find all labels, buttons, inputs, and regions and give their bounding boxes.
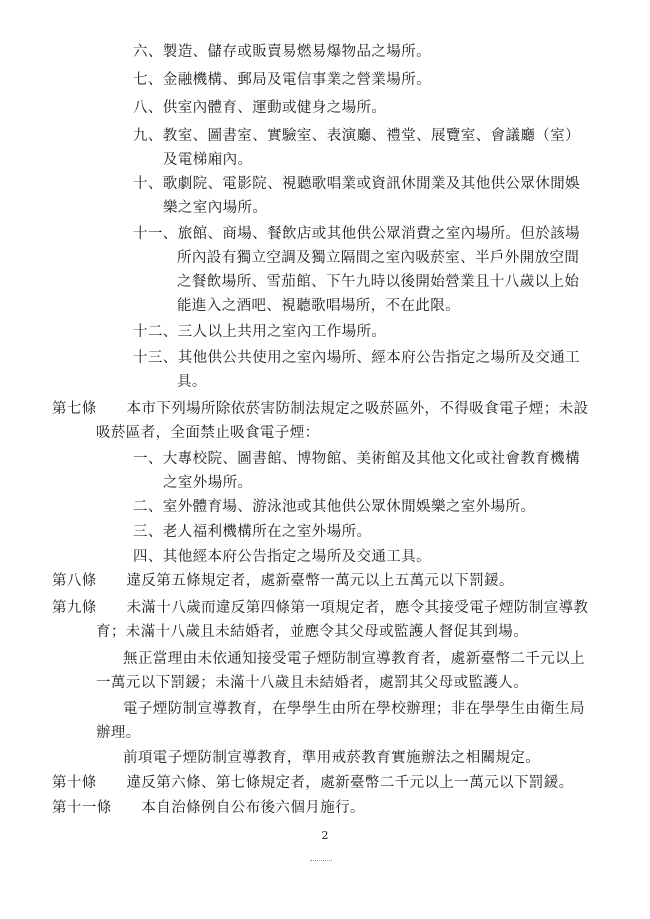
article-9: 第九條 未滿十八歲而違反第四條第一項規定者，應令其接受電子煙防制宣導教 [52,600,589,616]
art7-item-2: 二、室外體育場、游泳池或其他供公眾休閒娛樂之室外場所。 [133,499,536,515]
article-9-para-2: 無正當理由未依通知接受電子煙防制宣導教育者，處新臺幣二千元以上 [123,651,585,667]
article-7: 第七條 本市下列場所除依菸害防制法規定之吸菸區外，不得吸食電子煙；未設 [52,401,589,417]
item-13: 十三、其他供公共使用之室內場所、經本府公告指定之場所及交通工 [133,350,580,366]
item-7: 七、金融機構、郵局及電信事業之營業場所。 [133,72,431,88]
article-9-cont: 育；未滿十八歲且未結婚者，並應令其父母或監護人督促其到場。 [96,624,529,640]
article-11: 第十一條 本自治條例自公布後六個月施行。 [52,800,365,816]
article-9-para-3: 電子煙防制宣導教育，在學學生由所在學校辦理；非在學學生由衛生局 [123,701,585,717]
item-10: 十、歌劇院、電影院、視聽歌唱業或資訊休閒業及其他供公眾休閒娛 [133,176,580,192]
page-number: 2 [321,829,329,842]
item-11: 十一、旅館、商場、餐飲店或其他供公眾消費之室內場所。但於該場 [133,226,580,242]
article-9-para-2-cont: 一萬元以下罰鍰；未滿十八歲且未結婚者，處罰其父母或監護人。 [96,675,529,691]
item-11-cont-2: 之餐飲場所、雪茄館、下午九時以後開始營業且十八歲以上始 [177,274,580,290]
art7-item-1-cont: 之室外場所。 [163,475,253,491]
article-9-para-3-cont: 辦理。 [96,725,141,741]
scan-mark [310,860,332,863]
item-9: 九、教室、圖書室、實驗室、表演廳、禮堂、展覽室、會議廳（室） [133,128,580,144]
art7-item-3: 三、老人福利機構所在之室外場所。 [133,524,372,540]
article-10: 第十條 違反第六條、第七條規定者，處新臺幣二千元以上一萬元以下罰鍰。 [52,775,574,791]
art7-item-1: 一、大專校院、圖書館、博物館、美術館及其他文化或社會教育機構 [133,451,580,467]
item-12: 十二、三人以上共用之室內工作場所。 [133,324,387,340]
item-11-cont-1: 所內設有獨立空調及獨立隔間之室內吸菸室、半戶外開放空間 [177,250,580,266]
article-9-para-4: 前項電子煙防制宣導教育，準用戒菸教育實施辦法之相關規定。 [123,750,541,766]
item-8: 八、供室內體育、運動或健身之場所。 [133,100,387,116]
item-9-cont: 及電梯廂內。 [163,152,253,168]
article-7-cont: 吸菸區者，全面禁止吸食電子煙： [96,425,320,441]
art7-item-4: 四、其他經本府公告指定之場所及交通工具。 [133,549,431,565]
item-10-cont: 樂之室內場所。 [163,200,268,216]
item-13-cont: 具。 [177,374,207,390]
article-8: 第八條 違反第五條規定者，處新臺幣一萬元以上五萬元以下罰鍰。 [52,573,514,589]
item-11-cont-3: 能進入之酒吧、視聽歌唱場所，不在此限。 [177,298,461,314]
item-6: 六、製造、儲存或販賣易燃易爆物品之場所。 [133,44,431,60]
